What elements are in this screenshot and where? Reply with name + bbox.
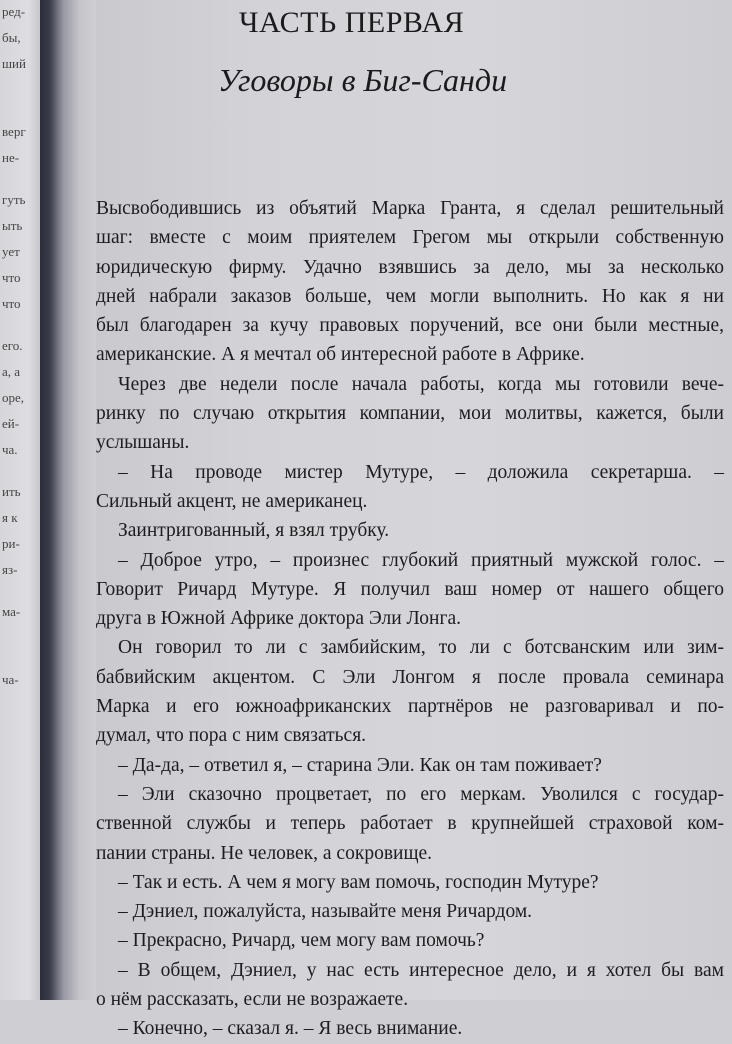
chapter-title: Уговоры в Биг-Санди <box>218 62 508 98</box>
facing-page-fragment: верг <box>2 124 26 139</box>
facing-page-fragment: ыть <box>2 218 23 233</box>
facing-page-fragment: что <box>2 296 21 311</box>
facing-page-fragment: ей- <box>2 416 20 431</box>
facing-page-fragment: его. <box>2 338 23 353</box>
text-line: Сильный акцент, не американец. <box>96 490 368 512</box>
text-line: – На проводе мистер Мутуре, – доложила секретарша. – <box>118 461 724 483</box>
text-line: – Да-да, – ответил я, – старина Эли. Как он там поживает? <box>118 754 602 776</box>
facing-page-fragment: ший <box>2 56 26 71</box>
text-line: – Эли сказочно процветает, по его меркам. Уволился с государ- <box>118 783 724 805</box>
text-line: Через две недели после начала работы, когда мы готовили вече- <box>118 373 724 395</box>
facing-page-fragment: ред- <box>2 4 26 19</box>
facing-page-fragment: ча. <box>2 442 18 457</box>
text-line: юридическую фирму. Удачно взявшись за дело, мы за несколько <box>96 256 724 278</box>
text-line: шаг: вместе с моим приятелем Грегом мы открыли собственную <box>96 227 724 249</box>
text-line: Марка и его южноафриканских партнёров не разговаривал и по- <box>96 696 724 718</box>
text-line: – Прекрасно, Ричард, чем могу вам помочь? <box>118 930 485 952</box>
text-line: Он говорил то ли с замбийским, то ли с ботсванским или зим- <box>118 637 724 659</box>
text-line: дней набрали заказов больше, чем могли выполнить. Но как я ни <box>96 285 724 307</box>
facing-page-edge <box>0 0 40 1000</box>
facing-page-fragment: а, а <box>2 364 21 379</box>
text-line: был благодарен за кучу правовых поручений, все они были местные, <box>96 315 724 337</box>
facing-page-fragment: не- <box>2 150 20 165</box>
body-text <box>96 194 724 1044</box>
facing-page-fragment: оре, <box>2 390 25 405</box>
book-spine-shadow <box>40 0 96 1000</box>
text-line: – Дэниел, пожалуйста, называйте меня Ричардом. <box>118 901 533 923</box>
text-line: Высвободившись из объятий Марка Гранта, я сделал решительный <box>96 198 724 219</box>
facing-page-fragment: бы, <box>2 30 21 45</box>
book-page <box>96 0 732 1040</box>
facing-page-fragment: я к <box>2 510 18 525</box>
text-line: – Доброе утро, – произнес глубокий приятный мужской голос. – <box>118 549 724 571</box>
text-line: друга в Южной Африке доктора Эли Лонга. <box>96 608 461 630</box>
text-line: – Так и есть. А чем я могу вам помочь, господин Мутуре? <box>118 871 599 893</box>
facing-page-fragment: гуть <box>2 192 26 207</box>
facing-page-fragment: ует <box>2 244 20 259</box>
text-line: ринку по случаю открытия компании, мои молитвы, кажется, были <box>96 403 724 425</box>
text-line: американские. А я мечтал об интересной работе в Африке. <box>96 344 585 366</box>
facing-page-fragment: ить <box>2 484 21 499</box>
text-line: о нём рассказать, если не возражаете. <box>96 989 409 1011</box>
facing-page-fragment: яз- <box>2 562 18 577</box>
text-line: бабвийским акцентом. С Эли Лонгом я после провала семинара <box>96 666 724 688</box>
text-line: Говорит Ричард Мутуре. Я получил ваш номер от нашего общего <box>96 578 724 600</box>
text-line: думал, что пора с ним связаться. <box>96 725 367 747</box>
facing-page-fragment: ма- <box>2 604 21 619</box>
text-line: – Конечно, – сказал я. – Я весь внимание. <box>118 1018 463 1040</box>
text-line: – В общем, Дэниел, у нас есть интересное дело, и я хотел бы вам <box>118 959 724 981</box>
text-line: ственной службы и теперь работает в крупнейшей страховой ком- <box>96 813 724 835</box>
facing-page-fragment: ри- <box>2 536 20 551</box>
part-title: ЧАСТЬ ПЕРВАЯ <box>239 6 465 39</box>
text-line: пании страны. Не человек, а сокровище. <box>96 842 433 864</box>
facing-page-fragment: ча- <box>2 672 19 687</box>
text-line: услышаны. <box>96 432 190 454</box>
text-line: Заинтригованный, я взял трубку. <box>118 520 390 542</box>
facing-page-fragment: что <box>2 270 21 285</box>
